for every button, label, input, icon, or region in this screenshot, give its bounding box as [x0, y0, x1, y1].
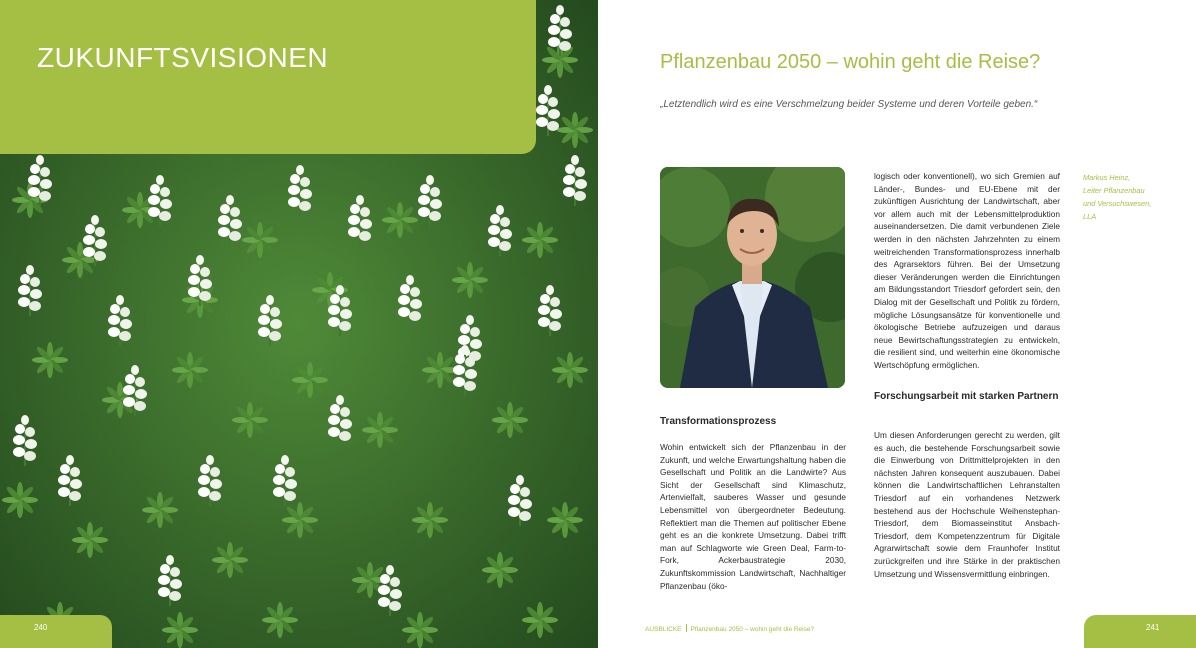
body-text-column-right-top: logisch oder konventionell), wo sich Gremien auf Länder-, Bundes- und EU-Ebene mit der zukünftigen Ausrichtung der Landwirtschaft, aber vor allem auch mit der Lebensmittelproduktion auseinandersetzen. Die damit verbundenen Ziele werden in den nächsten Jahrzehnten zu einem weitreichenden Transformationsprozess innerhalb des Agrarsektors führen. Bei der Umsetzung dieser Veränderungen werden die Einrichtungen am Bildungsstandort Triesdorf gefordert sein, den Dialog mit der Gesellschaft und Politik zu fördern, mögliche Lösungsansätze für konventionelle und ökologische Betriebe aufzuzeigen und daraus neue Bewirtschaftungsstrategien zu entwickeln, die resilient sind, und weiterhin eine ökonomische Wertschöpfung ermöglichen.: [874, 171, 1060, 370]
page-number-left: 240: [34, 623, 48, 632]
portrait-photo: [660, 167, 845, 388]
section-title: ZUKUNFTSVISIONEN: [37, 42, 329, 73]
caption-line: und Versuchswesen,: [1083, 199, 1152, 208]
running-footer: [645, 624, 814, 633]
footer-divider: [686, 624, 687, 632]
pull-quote: „Letztendlich wird es eine Verschmelzung beider Systeme und deren Vorteile geben.“: [660, 99, 1038, 110]
article-title: Pflanzenbau 2050 – wohin geht die Reise?: [660, 51, 1041, 73]
page-tab-left: [0, 615, 112, 648]
subheading-transformationsprozess: Transformationsprozess: [660, 416, 777, 427]
subheading-forschungsarbeit: Forschungsarbeit mit starken Partnern: [874, 391, 1059, 402]
section-title-block: [0, 0, 536, 154]
portrait-caption: [1083, 171, 1163, 223]
body-text-column-left: Wohin entwickelt sich der Pflanzenbau in der Zukunft, und welche Erwartungshaltung haben die Gesellschaft und Politik an die Landwirte? Aus Sicht der Gesellschaft sind Klimaschutz, Artenvielfalt, sauberes Wasser und gesunde Lebensmittel von übergeordneter Bedeutung. Reflektiert man die Themen auf politischer Ebene geht es an die konkrete Umsetzung. Dabei trifft man auf Schlagworte wie Green Deal, Farm-to-Fork, Ackerbaustrategie 2030, Zukunftskommission Landwirtschaft, Nachhaltiger Pflanzenbau (öko-: [660, 442, 846, 591]
footer-section: AUSBLICKE: [645, 626, 682, 633]
caption-line: Leiter Pflanzenbau: [1083, 186, 1145, 195]
page-number-right: 241: [1146, 623, 1160, 632]
footer-title: Pflanzenbau 2050 – wohin geht die Reise?: [690, 626, 815, 633]
caption-line: Markus Heinz,: [1083, 173, 1131, 182]
body-text-column-right-bottom: Um diesen Anforderungen gerecht zu werden, gilt es auch, die bestehende Forschungsarbeit sowie die Einwerbung von Drittmittelprojekten in den nächsten Jahren konsequent auszubauen. Dabei können die Landwirtschaftlichen Lehranstalten Triesdorf auf ein vorhandenes Netzwerk bestehend aus der Hochschule Weihenstephan-Triesdorf, dem Biomasseinstitut Ansbach-Triesdorf, dem Kompetenzzentrum für Digitale Agrarwirtschaft sowie dem Fraunhofer Institut zurückgreifen und ihre Stärke in der praktischen Umsetzung und Wissensvermittlung einbringen.: [874, 430, 1060, 579]
page-tab-right: [1084, 615, 1196, 648]
caption-line: LLA: [1083, 212, 1097, 221]
right-page: [598, 0, 1196, 648]
